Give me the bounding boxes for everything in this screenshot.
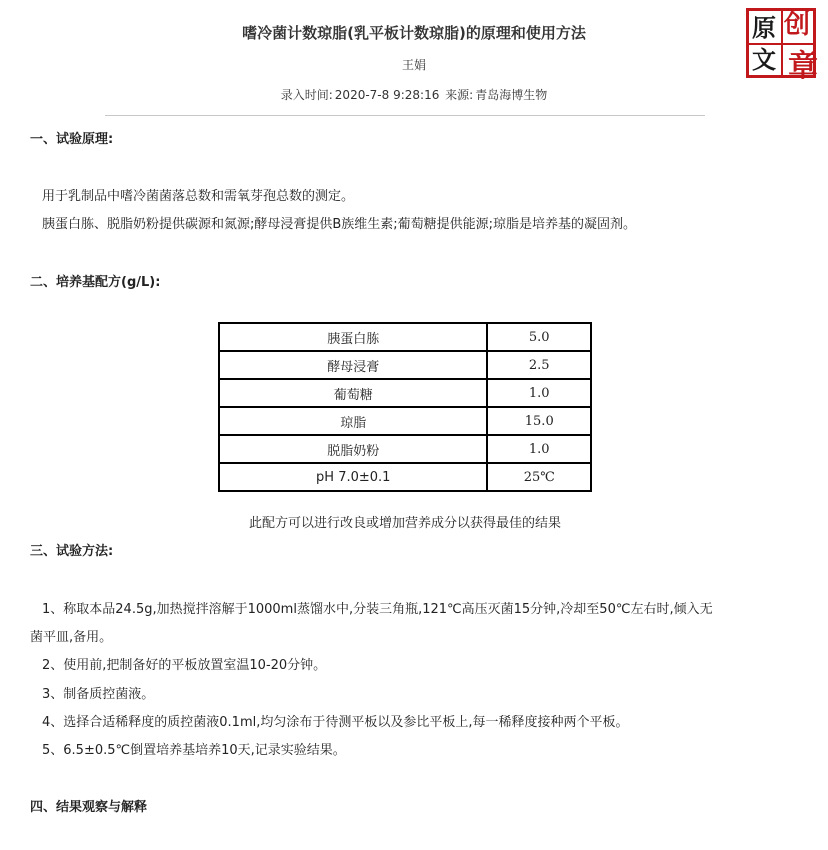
article-author: 王娟 (401, 58, 426, 72)
method-step-2: 2、使用前,把制备好的平板放置室温10-20分钟。 (42, 658, 327, 673)
record-time-label: 录入时间: (280, 88, 333, 102)
section-heading-results: 四、结果观察与解释 (30, 800, 148, 815)
section-heading-formula: 二、培养基配方(g/L): (30, 275, 161, 290)
table-row (219, 435, 591, 463)
ingredient-name: 脱脂奶粉 (219, 435, 487, 463)
stamp-char-1: 原 (752, 13, 776, 42)
ingredient-name: 胰蛋白胨 (219, 323, 487, 351)
ingredient-value: 1.0 (487, 379, 591, 407)
formula-table (218, 322, 592, 492)
principle-paragraph-1: 用于乳制品中嗜冷菌菌落总数和需氧芽孢总数的测定。 (42, 189, 355, 204)
principle-paragraph-2: 胰蛋白胨、脱脂奶粉提供碳源和氮源;酵母浸膏提供B族维生素;葡萄糖提供能源;琼脂是培养基的凝固剂。 (42, 217, 637, 232)
table-row (219, 379, 591, 407)
ingredient-value: 5.0 (487, 323, 591, 351)
header-divider (105, 115, 705, 116)
stamp-char-3: 文 (752, 45, 776, 74)
article-meta (0, 86, 828, 103)
method-step-3: 3、制备质控菌液。 (42, 687, 155, 702)
table-row (219, 351, 591, 379)
method-step-5: 5、6.5±0.5℃倒置培养基培养10天,记录实验结果。 (42, 743, 346, 758)
ingredient-value: 1.0 (487, 435, 591, 463)
ingredient-name: 葡萄糖 (219, 379, 487, 407)
table-row (219, 463, 591, 491)
method-step-1: 1、称取本品24.5g,加热搅拌溶解于1000ml蒸馏水中,分装三角瓶,121℃高压灭菌15分钟,冷却至50℃左右时,倾入无 (42, 602, 713, 617)
section-heading-method: 三、试验方法: (30, 544, 114, 559)
record-time: 2020-7-8 9:28:16 (334, 88, 440, 102)
article-title: 嗜冷菌计数琼脂(乳平板计数琼脂)的原理和使用方法 (242, 24, 586, 42)
ph-temperature: 25℃ (487, 463, 591, 491)
stamp-char-4: 章 (788, 49, 818, 84)
ph-label: pH 7.0±0.1 (219, 463, 487, 491)
table-row (219, 323, 591, 351)
table-row (219, 407, 591, 435)
original-article-stamp (744, 4, 822, 88)
source-label: 来源: (445, 88, 474, 102)
method-step-1-continued: 菌平皿,备用。 (30, 630, 113, 645)
ingredient-name: 琼脂 (219, 407, 487, 435)
source-name: 青岛海博生物 (475, 88, 548, 102)
ingredient-value: 2.5 (487, 351, 591, 379)
method-step-4: 4、选择合适稀释度的质控菌液0.1ml,均匀涂布于待测平板以及参比平板上,每一稀释度接种两个平板。 (42, 715, 629, 730)
ingredient-value: 15.0 (487, 407, 591, 435)
section-heading-principle: 一、试验原理: (30, 132, 114, 147)
formula-note: 此配方可以进行改良或增加营养成分以获得最佳的结果 (248, 516, 561, 531)
ingredient-name: 酵母浸膏 (219, 351, 487, 379)
stamp-char-2: 创 (784, 10, 811, 40)
